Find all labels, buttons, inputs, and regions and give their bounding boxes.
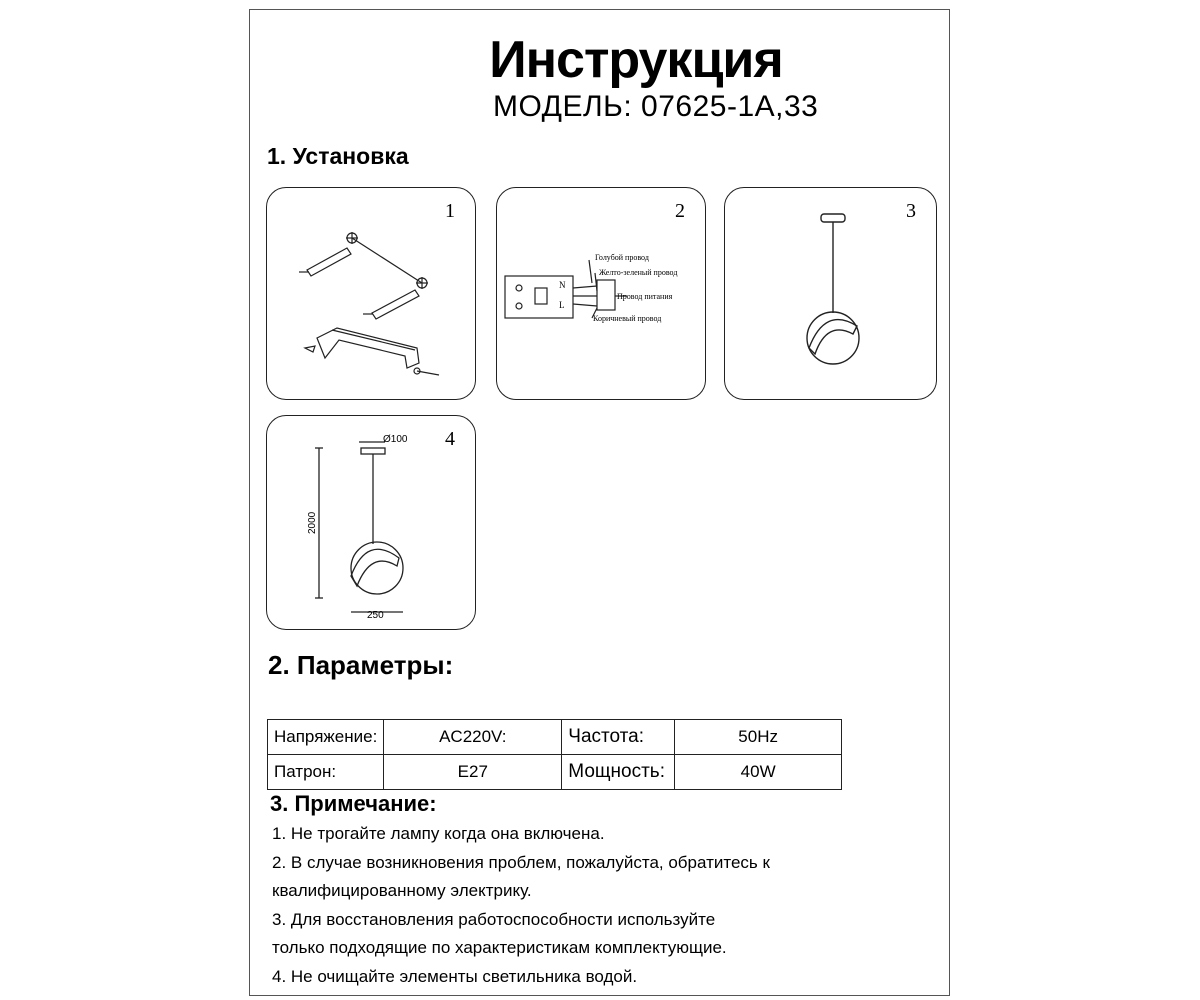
wire-label-blue: Голубой провод — [595, 253, 649, 262]
wiring-illustration — [497, 188, 707, 401]
panel-number: 3 — [906, 200, 916, 222]
note-line: только подходящие по характеристикам комплектующие. — [272, 938, 727, 957]
notes-list — [272, 820, 770, 991]
panel-lamp — [724, 187, 937, 400]
terminal-label-l: L — [559, 300, 565, 310]
socket-label: Патрон: — [268, 755, 384, 790]
wire-label-yellow-green: Желто-зеленый провод — [599, 268, 678, 277]
panel-number: 2 — [675, 200, 685, 222]
frequency-label: Частота: — [562, 720, 675, 755]
page-title: Инструкция — [489, 31, 783, 89]
note-line: квалифицированному электрику. — [272, 881, 532, 900]
note-line: 3. Для восстановления работоспособности используйте — [272, 909, 716, 929]
installation-heading: 1. Установка — [267, 143, 409, 169]
height-label: 2000 — [307, 511, 318, 534]
voltage-value: AC220V: — [384, 720, 562, 755]
power-value: 40W — [675, 755, 842, 790]
dimension-illustration — [267, 416, 477, 631]
note-line: 1. Не трогайте лампу когда она включена. — [272, 824, 605, 843]
note-line: 4. Не очищайте элементы светильника водой. — [272, 966, 638, 986]
page-title-wrap — [0, 30, 1200, 90]
terminal-label-n: N — [559, 280, 566, 290]
voltage-label: Напряжение: — [268, 720, 384, 755]
diameter-label: Ø100 — [383, 434, 408, 445]
panel-wiring — [496, 187, 706, 400]
panel-number: 4 — [445, 428, 455, 450]
panel-number: 1 — [445, 200, 455, 222]
wire-label-power: Провод питания — [617, 292, 673, 301]
power-label: Мощность: — [562, 755, 675, 790]
table-row — [268, 720, 842, 755]
parameters-heading: 2. Параметры: — [268, 650, 454, 680]
panel-dimensions — [266, 415, 476, 630]
note-line: 2. В случае возникновения проблем, пожалуйста, обратитесь к — [272, 852, 770, 872]
model-number: МОДЕЛЬ: 07625-1A,33 — [493, 90, 819, 123]
panel-mounting — [266, 187, 476, 400]
table-row — [268, 755, 842, 790]
frequency-value: 50Hz — [675, 720, 842, 755]
wire-label-brown: Коричневый провод — [593, 314, 662, 323]
width-label: 250 — [367, 610, 384, 621]
lamp-illustration — [725, 188, 938, 401]
socket-value: E27 — [384, 755, 562, 790]
parameters-table — [267, 719, 842, 790]
notes-heading: 3. Примечание: — [270, 791, 437, 816]
mounting-illustration — [267, 188, 477, 401]
